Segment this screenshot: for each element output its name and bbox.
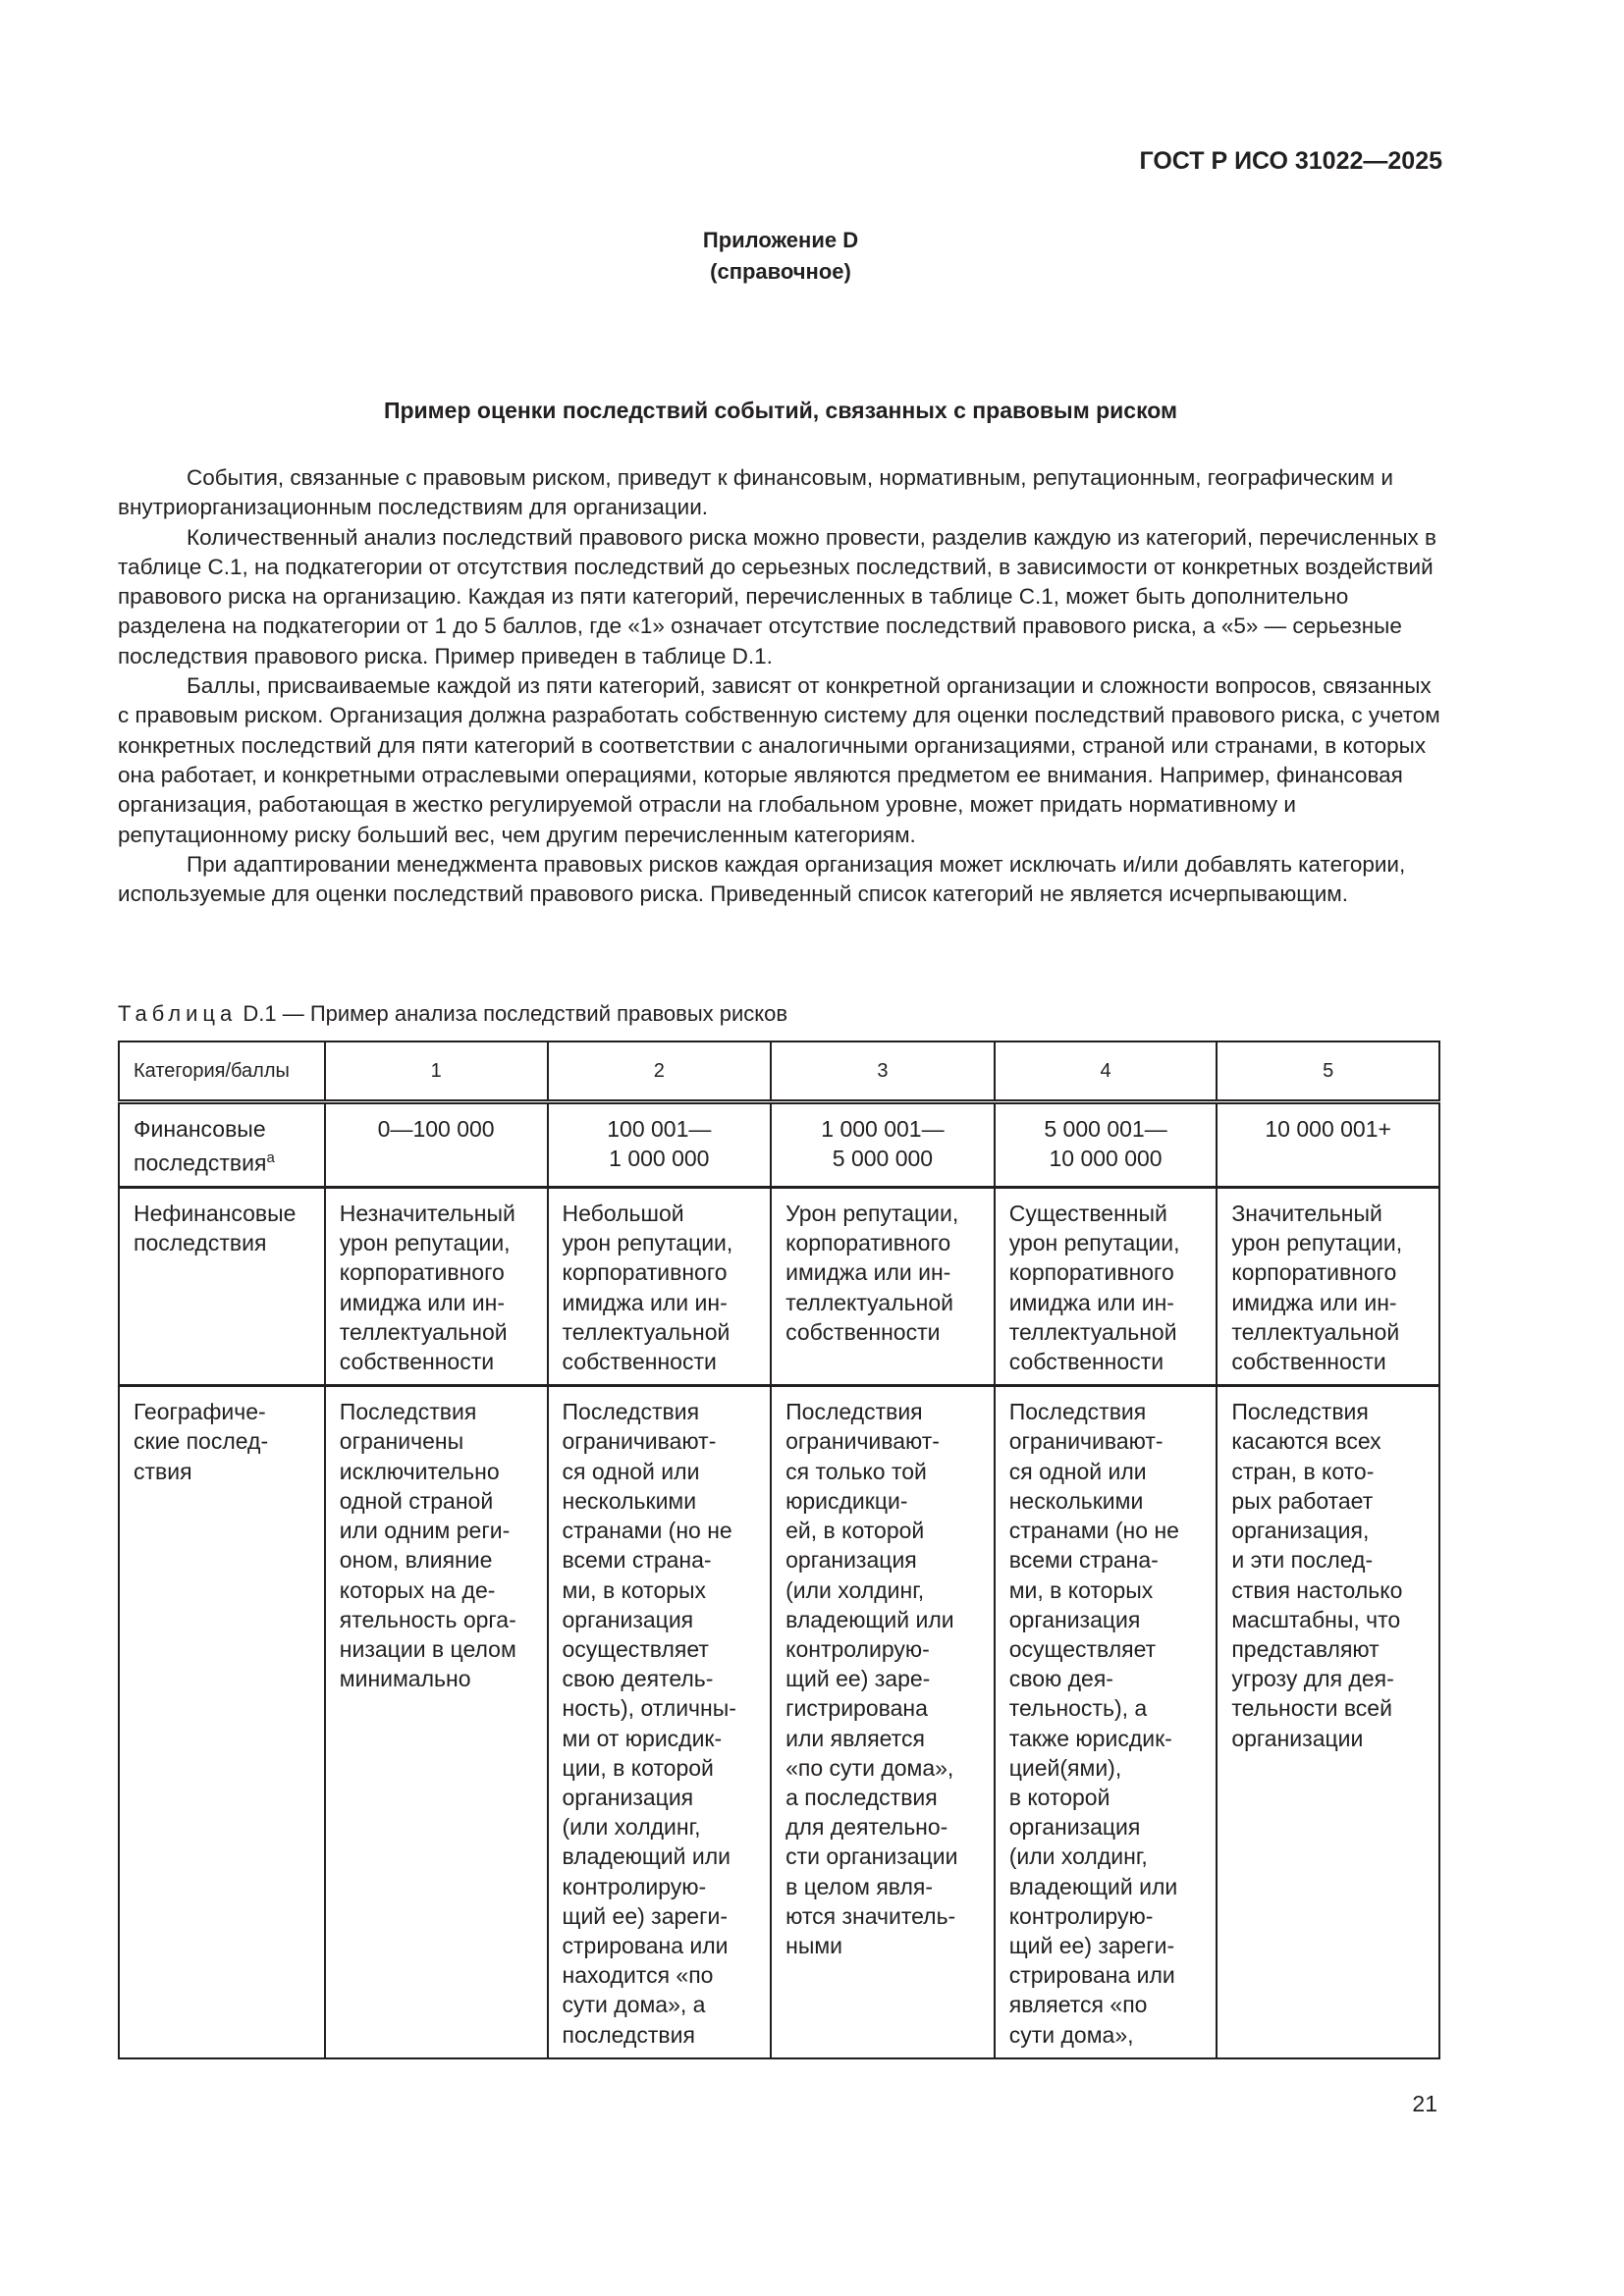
consequences-table [118,1041,1440,2059]
category-cell: Географиче- ские послед- ствия [119,1386,325,2058]
category-cell [119,1102,325,1188]
body-text [118,463,1441,909]
header-cell: 1 [325,1041,548,1102]
appendix-title: Приложение D [702,228,859,252]
paragraph: При адаптировании менеджмента правовых рисков каждая организация может исключать и/или добавлять категории, используемые для оценки последствий правового риска. Приведенный список категорий не является исчерпывающим. [118,851,1406,907]
table-row [119,1102,1439,1188]
paragraph: Количественный анализ последствий правового риска можно провести, разделив каждую из категорий, перечисленных в таблице С.1, на подкатегории от отсутствия последствий до серьезных последствий, в зависимости от конкретных воздействий правового риска на организацию. Каждая из пяти категорий, перечисленных в таблице С.1, может быть дополнительно разделена на подкатегории от 1 до 5 баллов, где «1» означает отсутствие последствий правового риска, а «5» — серьезные последствия правового риска. Пример приведен в таблице D.1. [118,524,1436,668]
table-cell: Последствия касаются всех стран, в кото- рых работает организация, и эти послед- ствия настолько масштабны, что представляют угрозу для дея- тельности всей организации [1217,1386,1439,2058]
page-number: 21 [1412,2091,1437,2116]
footnote-mark: a [266,1149,275,1167]
header-cell: 3 [771,1041,995,1102]
table-cell: 5 000 001— 10 000 000 [995,1102,1218,1188]
category-label: Финансовые последствия [134,1116,267,1176]
table-caption-text: D.1 — Пример анализа последствий правовых рисков [237,1001,788,1026]
table-cell: Небольшой урон репутации, корпоративного имиджа или ин- теллектуальной собственности [548,1188,772,1386]
table-row [119,1386,1439,2058]
table-cell: Последствия ограничивают- ся только той юрисдикци- ей, в которой организация (или холдинг, владеющий или контролирую- щий ее) заре- гистрирована или является «по сути дома», а последствия для деятельно- сти организации в целом явля- ются значитель- ными [771,1386,995,2058]
paragraph: События, связанные с правовым риском, приведут к финансовым, нормативным, репутационным, географическим и внутриорганизационным последствиям для организации. [118,465,1393,520]
header-cell: 2 [548,1041,772,1102]
table-cell: Значительный урон репутации, корпоративного имиджа или ин- теллектуальной собственности [1217,1188,1439,1386]
header-cell: 5 [1217,1041,1439,1102]
table-cell: 0—100 000 [325,1102,548,1188]
table-cell: 1 000 001— 5 000 000 [771,1102,995,1188]
paragraph: Баллы, присваиваемые каждой из пяти категорий, зависят от конкретной организации и сложности вопросов, связанных с правовым риском. Организация должна разработать собственную систему для оценки последствий правового риска, с учетом конкретных последствий для пяти категорий в соответствии с аналогичными организациями, страной или странами, в которых она работает, и конкретными отраслевыми операциями, которые являются предметом ее внимания. Например, финансовая организация, работающая в жестко регулируемой отрасли на глобальном уровне, может придать нормативному и репутационному риску больший вес, чем другим перечисленным категориям. [118,673,1440,847]
table-header-row [119,1041,1439,1102]
standard-number: ГОСТ Р ИСО 31022—2025 [1139,147,1442,175]
table-cell: 10 000 001+ [1217,1102,1439,1188]
table-cell: Последствия ограничивают- ся одной или несколькими странами (но не всеми страна- ми, в которых организация осуществляет свою деятель- ность), отличны- ми от юрисдик- ции, в которой организация (или холдинг, владеющий или контролирую- щий ее) зареги- стрирована или находится «по сути дома», а последствия [548,1386,772,2058]
table-row [119,1188,1439,1386]
table-cell: 100 001— 1 000 000 [548,1102,772,1188]
section-title: Пример оценки последствий событий, связанных с правовым риском [383,398,1178,423]
table-caption-label: Таблица [118,1001,238,1026]
table-cell: Урон репутации, корпоративного имиджа или ин- теллектуальной собственности [771,1188,995,1386]
table-cell: Незначительный урон репутации, корпоративного имиджа или ин- теллектуальной собственности [325,1188,548,1386]
table-cell: Существенный урон репутации, корпоративного имиджа или ин- теллектуальной собственности [995,1188,1218,1386]
appendix-subtitle: (справочное) [710,259,851,284]
table-caption [118,1001,787,1027]
header-cell: Категория/баллы [119,1041,325,1102]
category-cell: Нефинансовые последствия [119,1188,325,1386]
table-cell: Последствия ограничивают- ся одной или несколькими странами (но не всеми страна- ми, в которых организация осуществляет свою дея- тельность), а также юрисдик- цией(ями), в которой организация (или холдинг, владеющий или контролирую- щий ее) зареги- стрирована или является «по сути дома», [995,1386,1218,2058]
table-cell: Последствия ограничены исключительно одной страной или одним реги- оном, влияние которых на де- ятельность орга- низации в целом минимально [325,1386,548,2058]
header-cell: 4 [995,1041,1218,1102]
